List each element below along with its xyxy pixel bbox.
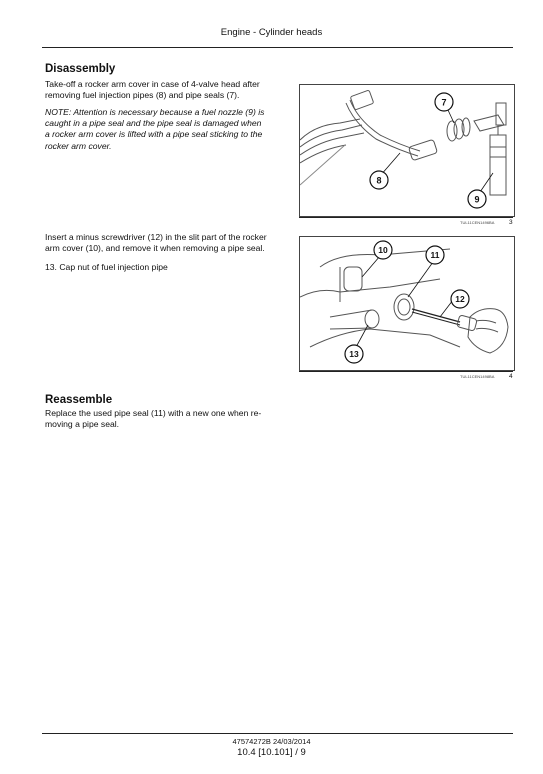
header-rule	[42, 47, 513, 48]
text-line: removing fuel injection pipes (8) and pipe seals (7).	[45, 90, 240, 101]
text-line: moving a pipe seal.	[45, 419, 120, 430]
screwdriver-paragraph	[45, 232, 290, 254]
figure-4-rule	[299, 371, 513, 372]
callout-8-label: 8	[376, 175, 382, 186]
attention-note	[45, 107, 290, 152]
figure-3-rule	[299, 217, 513, 218]
callout-7-label: 7	[441, 97, 447, 108]
figure-3-caption: TUL11CEN1496BA	[460, 220, 495, 225]
figure-4-drawing	[300, 237, 514, 370]
text-line: Take-off a rocker arm cover in case of 4-valve head after	[45, 79, 260, 89]
callout-9-label: 9	[474, 194, 480, 205]
callout-13-label: 13	[349, 349, 359, 359]
callout-12-label: 12	[455, 294, 465, 304]
page-header-title: Engine - Cylinder heads	[220, 27, 323, 38]
figure-3-injection-pipe	[299, 84, 515, 217]
text-line: Replace the used pipe seal (11) with a new one when re-	[45, 408, 262, 418]
note-line: NOTE: Attention is necessary because a fuel nozzle (9) is	[45, 107, 265, 117]
figure-3-drawing	[300, 85, 514, 216]
disassembly-heading: Disassembly	[45, 63, 116, 75]
text-line: arm cover (10), and remove it when removing a pipe seal.	[45, 243, 265, 254]
figure-4-number: 4	[509, 373, 513, 380]
footer-rule	[42, 733, 513, 734]
footer-page-ref: 10.4 [10.101] / 9	[237, 747, 306, 758]
note-line: a rocker arm cover is lifted with a pipe seal sticking to the	[45, 129, 263, 140]
list-item-13: 13. Cap nut of fuel injection pipe	[45, 262, 168, 272]
figure-3-number: 3	[509, 219, 513, 226]
figure-4-caption: TUL11CEN1498BA	[460, 374, 495, 379]
callout-11-label: 11	[430, 250, 440, 260]
footer-document-ref: 47574272B 24/03/2014	[232, 737, 311, 746]
note-line: rocker arm cover.	[45, 140, 112, 151]
disassembly-paragraph	[45, 79, 290, 101]
reassemble-paragraph	[45, 408, 290, 430]
figure-4-seal-removal	[299, 236, 515, 371]
note-line: caught in a pipe seal and the pipe seal is damaged when	[45, 118, 262, 129]
callout-10-label: 10	[378, 245, 388, 255]
reassemble-heading: Reassemble	[45, 394, 113, 406]
text-line: Insert a minus screwdriver (12) in the slit part of the rocker	[45, 232, 267, 242]
